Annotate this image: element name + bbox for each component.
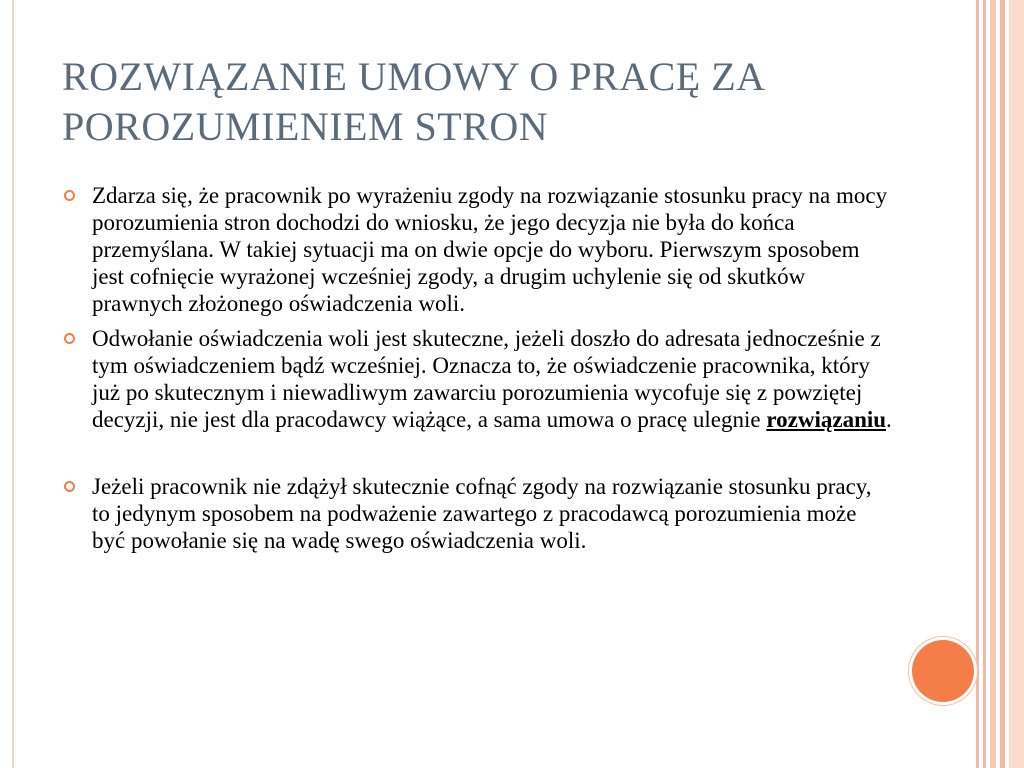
bullet-text: Jeżeli pracownik nie zdążył skutecznie cofnąć zgody na rozwiązanie stosunku pracy, to jedynym sposobem na podważenie zawartego z pracodawcą porozumienia może być powołanie się na wadę swego oświadczenia woli. — [92, 474, 872, 553]
bullet-item — [62, 473, 892, 554]
bullet-item — [62, 182, 892, 317]
bullet-list — [62, 182, 892, 554]
decorative-stripe — [1000, 0, 1005, 768]
circle-bullet-icon — [64, 481, 75, 492]
orange-circle-icon — [912, 640, 974, 702]
bullet-item — [62, 325, 892, 433]
decorative-stripe — [976, 0, 979, 768]
bullet-text: Odwołanie oświadczenia woli jest skuteczne, jeżeli doszło do adresata jednocześnie z tym oświadczeniem bądź wcześniej. Oznacza to, że oświadczenie pracownika, który już po skutecznym i niewadliwym zawarciu porozumienia wycofuje się z powziętej decyzji, nie jest dla pracodawcy wiążące, a sama umowa o pracę ulegnie — [92, 326, 881, 432]
emphasis-link[interactable]: rozwiązaniu — [766, 407, 887, 432]
decorative-stripe — [1009, 0, 1024, 768]
bullet-text: Zdarza się, że pracownik po wyrażeniu zgody na rozwiązanie stosunku pracy na mocy porozumienia stron dochodzi do wniosku, że jego decyzja nie była do końca przemyślana. W takiej sytuacji ma on dwie opcje do wyboru. Pierwszym sposobem jest cofnięcie wyrażonej wcześniej zgody, a drugim uchylenie się od skutków prawnych złożonego oświadczenia woli. — [92, 183, 888, 316]
decorative-stripe — [990, 0, 996, 768]
circle-bullet-icon — [64, 333, 75, 344]
circle-bullet-icon — [64, 190, 75, 201]
bullet-text-end: . — [886, 407, 892, 432]
left-border-line — [12, 0, 14, 768]
slide-title: ROZWIĄZANIE UMOWY O PRACĘ ZA POROZUMIENIEM STRON — [62, 54, 764, 149]
decorative-stripe — [983, 0, 986, 768]
